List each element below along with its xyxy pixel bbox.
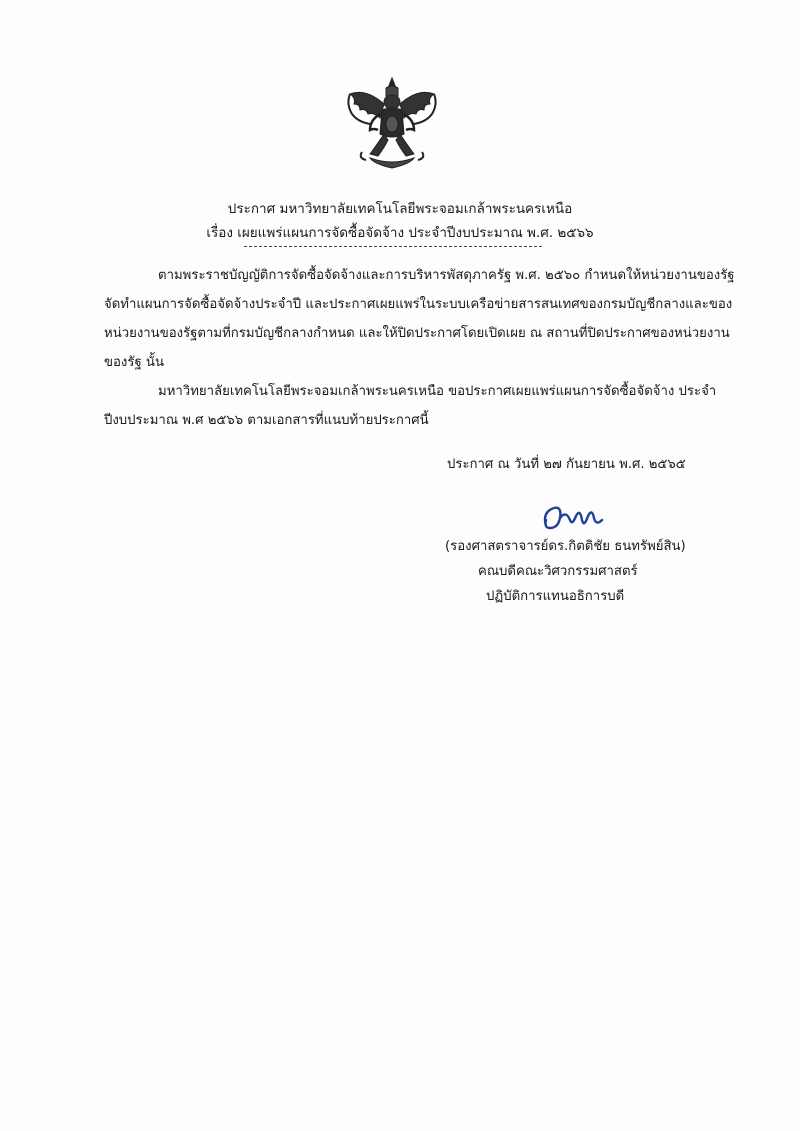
paragraph1-line-4: ของรัฐ นั้น [104, 355, 164, 370]
signatory-name: (รองศาสตราจารย์ดร.กิตติชัย ธนทรัพย์สิน) [445, 539, 686, 554]
announcement-title: ประกาศ มหาวิทยาลัยเทคโนโลยีพระจอมเกล้าพระนครเหนือ [227, 201, 573, 217]
garuda-emblem-icon [340, 74, 444, 170]
signatory-acting: ปฏิบัติการแทนอธิการบดี [486, 589, 625, 604]
paragraph1-line-1: ตามพระราชบัญญัติการจัดซื้อจัดจ้างและการบริหารพัสดุภาครัฐ พ.ศ. ๒๕๖๐ กำหนดให้หน่วยงานของรัฐ [158, 268, 735, 283]
paragraph1-line-3: หน่วยงานของรัฐตามที่กรมบัญชีกลางกำหนด และให้ปิดประกาศโดยเปิดเผย ณ สถานที่ปิดประกาศของหน่วยงาน [104, 326, 730, 341]
paragraph2-line-2: ปีงบประมาณ พ.ศ ๒๕๖๖ ตามเอกสารที่แนบท้ายประกาศนี้ [104, 413, 429, 428]
dashed-divider [244, 246, 542, 247]
signatory-position: คณบดีคณะวิศวกรรมศาสตร์ [478, 564, 638, 579]
paragraph1-line-2: จัดทำแผนการจัดซื้อจัดจ้างประจำปี และประกาศเผยแพร่ในระบบเครือข่ายสารสนเทศของกรมบัญชีกลางและของ [104, 297, 733, 312]
announcement-subject: เรื่อง เผยแพร่แผนการจัดซื้อจัดจ้าง ประจำปีงบประมาณ พ.ศ. ๒๕๖๖ [206, 225, 594, 241]
handwritten-signature-icon [532, 500, 612, 534]
paragraph2-line-1: มหาวิทยาลัยเทคโนโลยีพระจอมเกล้าพระนครเหนือ ขอประกาศเผยแพร่แผนการจัดซื้อจัดจ้าง ประจำ [158, 384, 717, 399]
announcement-date: ประกาศ ณ วันที่ ๒๗ กันยายน พ.ศ. ๒๕๖๕ [447, 457, 686, 472]
